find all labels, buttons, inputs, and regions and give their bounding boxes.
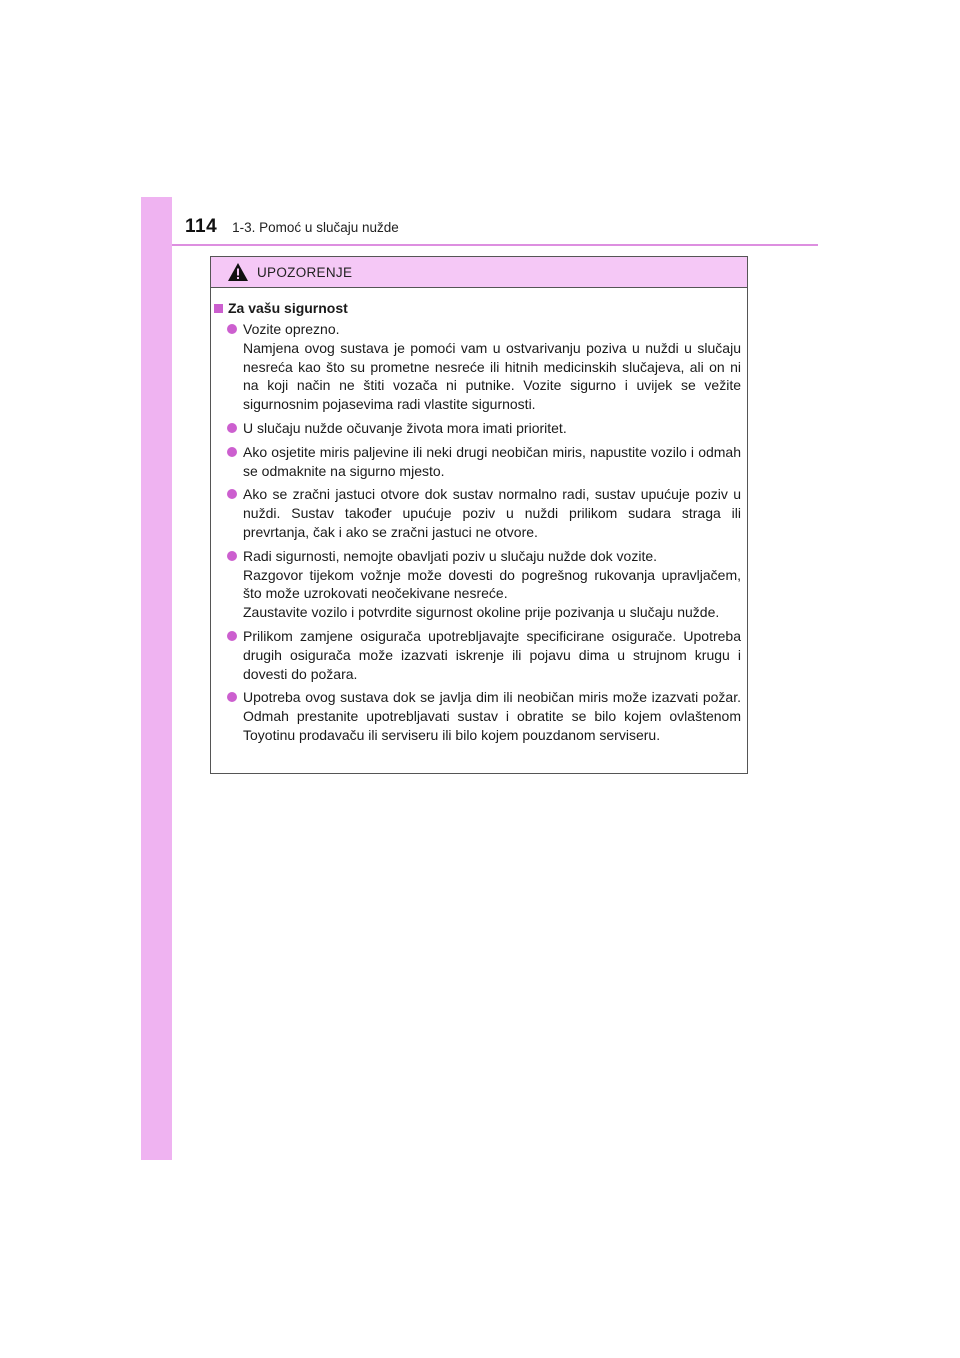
warning-box: [210, 256, 748, 774]
bullet-icon: [227, 489, 237, 499]
section-title: 1-3. Pomoć u slučaju nužde: [232, 220, 399, 235]
item-text: Namjena ovog sustava je pomoći vam u ostvarivanju poziva u nuždi u slučaju nesreća kao što su prometne nesreće ili hitnih medicinskih slučajeva, ali on ni na koji način ne štiti vozača ni putnike. Vozite sigurno i uvijek se vežite sigurnosnim pojasevima radi vlastite sigurnosti.: [243, 339, 741, 413]
list-item: [213, 320, 741, 414]
side-tab-bar: [141, 197, 172, 1160]
item-text: U slučaju nužde očuvanje života mora imati prioritet.: [243, 419, 567, 436]
page-number: 114: [185, 216, 218, 237]
item-text: Prilikom zamjene osigurača upotrebljavajte specificirane osigurače. Upotreba drugih osigurača može izazvati iskrenje ili pojavu dima u strujnom krugu i dovesti do požara.: [243, 627, 741, 682]
list-item: [213, 547, 741, 622]
item-text: Ako se zračni jastuci otvore dok sustav normalno radi, sustav upućuje poziv u nuždi. Sustav također upućuje poziv u nuždi prilikom sudara straga ili prevrtanja, čak i ako se zračni jastuci ne otvore.: [243, 486, 741, 540]
list-item: [213, 485, 741, 541]
header-divider: [172, 244, 818, 246]
warning-header: [211, 257, 747, 288]
item-text: Zaustavite vozilo i potvrdite sigurnost okoline prije pozivanja u slučaju nužde.: [243, 604, 720, 621]
item-text: Upotreba ovog sustava dok se javlja dim ili neobičan miris može izazvati požar. Odmah prestanite upotrebljavati sustav i obratite se bilo kojem ovlaštenom Toyotinu prodavaču ili serviseru ili bilo kojem pouzdanom serviseru.: [243, 689, 741, 743]
bullet-icon: [227, 447, 237, 457]
bullet-icon: [227, 551, 237, 561]
bullet-icon: [227, 423, 237, 433]
item-text: Ako osjetite miris paljevine ili neki drugi neobičan miris, napustite vozilo i odmah se odmaknite na sigurno mjesto.: [243, 443, 741, 479]
page-header: [185, 216, 399, 244]
subheading-text: Za vašu sigurnost: [228, 300, 348, 316]
list-item: [213, 443, 741, 481]
list-item: [213, 688, 741, 744]
warning-label: UPOZORENJE: [257, 264, 353, 280]
warning-body: [211, 288, 747, 745]
bullet-icon: [227, 631, 237, 641]
warning-subheading: [213, 300, 741, 316]
item-text: Razgovor tijekom vožnje može dovesti do pogrešnog rukovanja upravljačem, što može uzrokovati neočekivane nesreće.: [243, 566, 741, 602]
list-item: [213, 627, 741, 683]
item-text: Radi sigurnosti, nemojte obavljati poziv u slučaju nužde dok vozite.: [243, 547, 658, 564]
warning-triangle-icon: [227, 262, 249, 282]
item-text: Vozite oprezno.: [243, 321, 340, 337]
list-item: [213, 419, 741, 438]
square-bullet-icon: [214, 304, 223, 313]
bullet-icon: [227, 324, 237, 334]
bullet-icon: [227, 692, 237, 702]
